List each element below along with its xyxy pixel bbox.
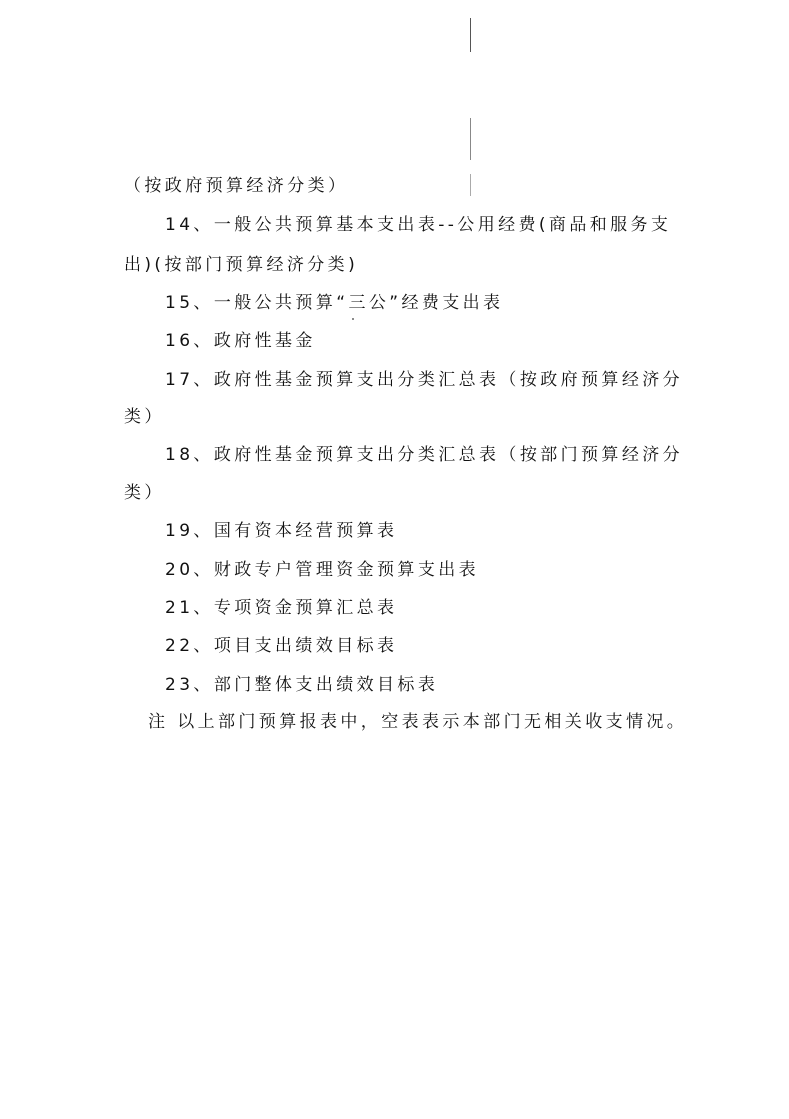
- list-item-16: 16、政府性基金: [165, 331, 316, 351]
- list-item-21: 21、专项资金预算汇总表: [165, 598, 398, 618]
- footnote: 注 以上部门预算报表中，空表表示本部门无相关收支情况。: [148, 712, 688, 732]
- scan-speck: [352, 318, 354, 320]
- list-item-19: 19、国有资本经营预算表: [165, 521, 398, 541]
- list-item-20: 20、财政专户管理资金预算支出表: [165, 560, 480, 580]
- scan-mark: [470, 118, 471, 160]
- list-item-18: 18、政府性基金预算支出分类汇总表（按部门预算经济分: [165, 445, 684, 465]
- list-item-15: 15、一般公共预算“三公”经费支出表: [165, 293, 504, 313]
- list-item-14: 14、一般公共预算基本支出表--公用经费(商品和服务支: [165, 215, 672, 235]
- list-item-17-continuation: 类）: [124, 407, 165, 427]
- list-item-23: 23、部门整体支出绩效目标表: [165, 675, 439, 695]
- list-item-22: 22、项目支出绩效目标表: [165, 636, 398, 656]
- scan-mark: [470, 174, 471, 196]
- list-item-18-continuation: 类）: [124, 483, 165, 503]
- list-item-14-continuation: 出)(按部门预算经济分类): [124, 255, 359, 275]
- scan-mark: [470, 18, 471, 52]
- text-line: （按政府预算经济分类）: [124, 176, 349, 196]
- list-item-17: 17、政府性基金预算支出分类汇总表（按政府预算经济分: [165, 370, 684, 390]
